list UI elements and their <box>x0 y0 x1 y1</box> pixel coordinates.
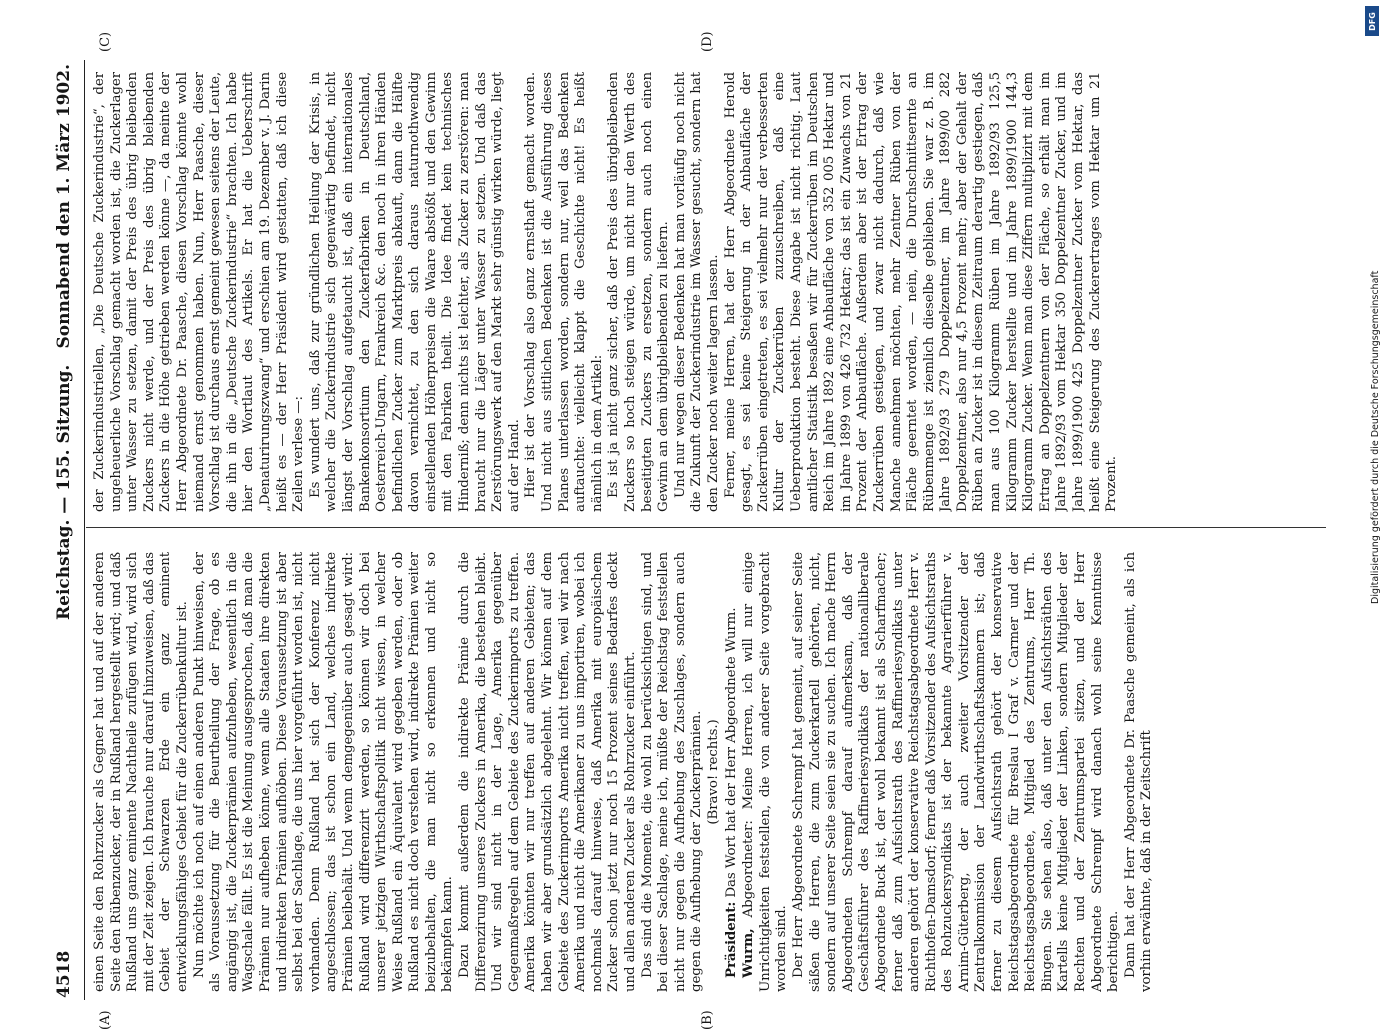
applause-note: (Bravo! rechts.) <box>705 719 721 825</box>
digitization-credit <box>1368 44 1382 604</box>
paragraph: Nun möchte ich noch auf einen anderen Punkt hinweisen, der als Voraussetzung für die Beurtheilung der Frage, ob es angängig ist, die Zuckerprämien aufzuheben, wesentlich in die Wagschale fällt. Es ist die Meinung ausgesprochen, daß man die Prämien nur aufheben könne, wenn alle Staaten ihre direkten und indirekten Prämien aufhöben. Diese Voraussetzung ist aber selbst bei der Sachlage, die uns hier vorgeführt worden ist, nicht vorhanden. Denn Rußland hat sich der Konferenz nicht angeschlossen; das ist schon ein Land, welches indirekte Prämien beibehält. Und wenn demgegenüber auch gesagt wird: Rußland wird differenzirt werden, so können wir doch bei unserer jetzigen Wirthschaftspolitik nicht wissen, in welcher Weise Rußland ein Äquivalent wird gegeben werden, oder ob Rußland es nicht doch verstehen wird, indirekte Prämien weiter beizubehalten, die man nicht so erkennen und nicht so bekämpfen kann. <box>191 552 456 992</box>
speaker-name: Wurm, <box>740 928 757 978</box>
quotation: Es wundert uns, daß zur gründlichen Heilung der Krisis, in welcher die Zuckerindustrie sich gegenwärtig befindet, nicht längst der Vorschlag aufgetaucht ist, daß ein internationales Bankenkonsortium den Zuckerfabriken in Deutschland, Oesterreich-Ungarn, Frankreich &c. den noch in ihren Händen befindlichen Zucker zum Marktpreis abkauft, dann die Hälfte davon vernichtet, zu den sich daraus naturnothwendig einstellenden Höherpreisen die Waare abstößt und den Gewinn mit den Fabriken theilt. Die Idee findet kein technisches Hinderniß; denn nichts ist leichter, als Zucker zu zerstören: man braucht nur die Läger unter Wasser zu setzen. Und daß das Zerstörungswerk auf den Markt sehr günstig wirken würde, liegt auf der Hand. <box>307 72 522 512</box>
page-number: 4518 <box>54 950 74 998</box>
running-head <box>50 60 84 1000</box>
rotated-page <box>50 31 1335 1030</box>
right-column <box>92 72 1322 512</box>
column-divider <box>86 527 1326 528</box>
margin-marker-a: (A) <box>98 1010 113 1030</box>
header-rule <box>84 60 85 1000</box>
speaker-paragraph <box>740 552 791 992</box>
dfg-logo: DFG <box>1365 6 1379 36</box>
speaker-text: Abgeordneter: Meine Herren, ich will nur einige Unrichtigkeiten feststellen, die von anderer Seite vorgebracht worden sind. <box>741 552 790 992</box>
paragraph: Und nur wegen dieser Bedenken hat man vorläufig noch nicht die Zukunft der Zuckerindustrie im Wasser gesucht, sondern hat den Zucker noch weiter lagern lassen. <box>672 72 721 512</box>
paragraph: Hier ist der Vorschlag also ganz ernsthaft gemacht worden. Und nicht aus sittlichen Bedenken ist die Ausführung dieses Planes unterlassen worden, sondern nur, weil das Bedenken auftauchte: vielleicht klappt die Geschichte nicht! Es heißt nämlich in dem Artikel: <box>523 72 605 512</box>
credit-text: Digitalisierung gefördert durch die Deutsche Forschungsgemeinschaft <box>1370 270 1381 604</box>
quotation: Es ist ja nicht ganz sicher, daß der Preis des übrigbleibenden Zuckers so hoch steigen würde, um nicht nur den Werth des beseitigten Zuckers zu ersetzen, sondern auch noch einen Gewinn an dem übrigbleibenden zu liefern. <box>606 72 672 512</box>
paragraph: einen Seite den Rohrzucker als Gegner hat und auf der anderen Seite den Rübenzucker, der in Rußland hergestellt wird; und daß Rußland uns ganz eminente Nachtheile zufügen wird, wird sich mit der Zeit zeigen. Ich brauche nur darauf hinzuweisen, daß das Gebiet der Schwarzen Erde ein ganz eminent entwicklungsfähiges Gebiet für die Zuckerrübenkultur ist. <box>92 552 190 992</box>
margin-marker-d: (D) <box>700 31 715 52</box>
paragraph: der Zuckerindustriellen, „Die Deutsche Zuckerindustrie“, der ungeheuerliche Vorschlag gemacht worden ist, die Zuckerlager unter Wasser zu setzen, damit der Preis des übrig bleibenden Zuckers nicht werde, und der Preis des übrig bleibenden Zuckers in die Höhe getrieben werden könne —, da meinte der Herr Abgeordnete Dr. Paasche, diesen Vorschlag könnte wohl niemand ernst genommen haben. Nun, Herr Paasche, dieser Vorschlag ist durchaus ernst gemeint gewesen seitens der Leute, die ihn in die „Deutsche Zuckerindustrie“ brachten. Ich habe hier den Wortlaut des Artikels. Er hat die Ueberschrift „Denaturirungszwang“ und erschien am 19. Dezember v. J. Darin heißt es — der Herr Präsident wird gestatten, daß ich diese Zeilen verlese —: <box>92 72 307 512</box>
speaker-text: Das Wort hat der Herr Abgeordnete Wurm. <box>723 607 739 898</box>
paragraph: Ferner, meine Herren, hat der Herr Abgeordnete Herold gesagt, es sei keine Steigerung in der Anbaufläche der Zuckerrüben eingetreten, es sei vielmehr nur der verbesserten Kultur der Zuckerrüben zuzuschreiben, daß eine Ueberproduktion besteht. Diese Angabe ist nicht richtig. Laut amtlicher Statistik besaßen wir für Zuckerrüben im Deutschen Reich im Jahre 1892 eine Anbaufläche von 352 005 Hektar und im Jahre 1899 von 426 732 Hektar; das ist ein Zuwachs von 21 Prozent der Anbaufläche. Außerdem aber ist der Ertrag der Zuckerrüben gestiegen, und zwar nicht dadurch, daß wie Manche annehmen möchten, mehr Zentner Rüben von der Fläche geerntet worden, — nein, die Durchschnittsernte an Rübenmenge ist ziemlich dieselbe geblieben. Sie war z. B. im Jahre 1892/93 279 Doppelzentner, im Jahre 1899/00 282 Doppelzentner, also nur 4,5 Prozent mehr; aber der Gehalt der Rüben an Zucker ist in diesem Zeitraum derartig gestiegen, daß man aus 100 Kilogramm Rüben im Jahre 1892/93 125,5 Kilogramm Zucker herstellte und im Jahre 1899/1900 144,3 Kilogramm Zucker. Wenn man diese Ziffern multiplizirt mit dem Ertrag an Doppelzentnern von der Fläche, so erhält man im Jahre 1892/93 vom Hektar 350 Doppelzentner Zucker, und im Jahre 1899/1900 425 Doppelzentner Zucker vom Hektar, das heißt eine Steigerung des Zuckerertrages vom Hektar um 21 Prozent. <box>722 72 1120 512</box>
left-column <box>92 552 1322 992</box>
speaker-paragraph <box>723 552 741 992</box>
paragraph: Der Herr Abgeordnete Schrempf hat gemeint, auf seiner Seite säßen die Herren, die zum Zuckerkartell gehörten, nicht, sondern auf unserer Seite seien sie zu suchen. Ich mache Herrn Abgeordneten Schrempf darauf aufmerksam, daß der Geschäftsführer des Raffineriesyndikats der nationalliberale Abgeordnete Buck ist, der wohl bekannt ist als Scharfmacher; ferner daß zum Aufsichtsrath des Raffineriesyndikats unter anderen gehört der konservative Reichstagsabgeordnete Herr v. Richthofen-Damsdorf; ferner daß Vorsitzender des Aufsichtsraths des Rohzuckersyndikats ist der bekannte Agrarierführer v. Arnim-Güterberg, der auch zweiter Vorsitzender der Zentralkommission der Landwirthschaftskammern ist; daß ferner zu diesem Aufsichtsrath gehört der konservative Reichstagsabgeordnete für Breslau I Graf v. Carmer und der Reichstagsabgeordnete, Mitglied des Zentrums, Herr Th. Bingen. Sie sehen also, daß unter den Aufsichtsräthen des Kartells keine Mitglieder der Linken, sondern Mitglieder der Rechten und der Zentrumspartei sitzen, und der Herr Abgeordnete Schrempf wird danach wohl seine Kenntnisse berichtigen. <box>790 552 1122 992</box>
speaker-name: Präsident: <box>722 901 739 978</box>
session-title: Reichstag. — 155. Sitzung. <box>54 364 74 620</box>
margin-marker-b: (B) <box>700 1010 715 1030</box>
paragraph: Dann hat der Herr Abgeordnete Dr. Paasche gemeint, als ich vorhin erwähnte, daß in der Zeitschrift <box>1122 552 1155 992</box>
paragraph: Dazu kommt außerdem die indirekte Prämie durch die Differenzirung unseres Zuckers in Amerika, die bestehen bleibt. Und wir sind nicht in der Lage, Amerika gegenüber Gegenmaßregeln auf dem Gebiete des Zuckerimports zu treffen. Amerika könnten wir nur treffen auf anderen Gebieten; das haben wir aber grundsätzlich abgelehnt. Wir können auf dem Gebiete des Zuckerimports Amerika nicht treffen, weil wir nach Amerika und nicht die Amerikaner zu uns importiren, wobei ich nochmals darauf hinweise, daß Amerika mit europäischem Zucker schon jetzt nur noch 15 Prozent seines Bedarfes deckt und allen anderen Zucker als Rohrzucker einführt. <box>457 552 638 992</box>
session-date: Sonnabend den 1. März 1902. <box>54 64 74 349</box>
paragraph: Das sind die Momente, die wohl zu berücksichtigen sind, und bei dieser Sachlage, meine ich, müßte der Reichstag feststellen nicht nur gegen die Aufhebung des Zuschlages, sondern auch gegen die Aufhebung der Zuckerprämien. <box>639 552 705 992</box>
margin-marker-c: (C) <box>98 31 113 52</box>
